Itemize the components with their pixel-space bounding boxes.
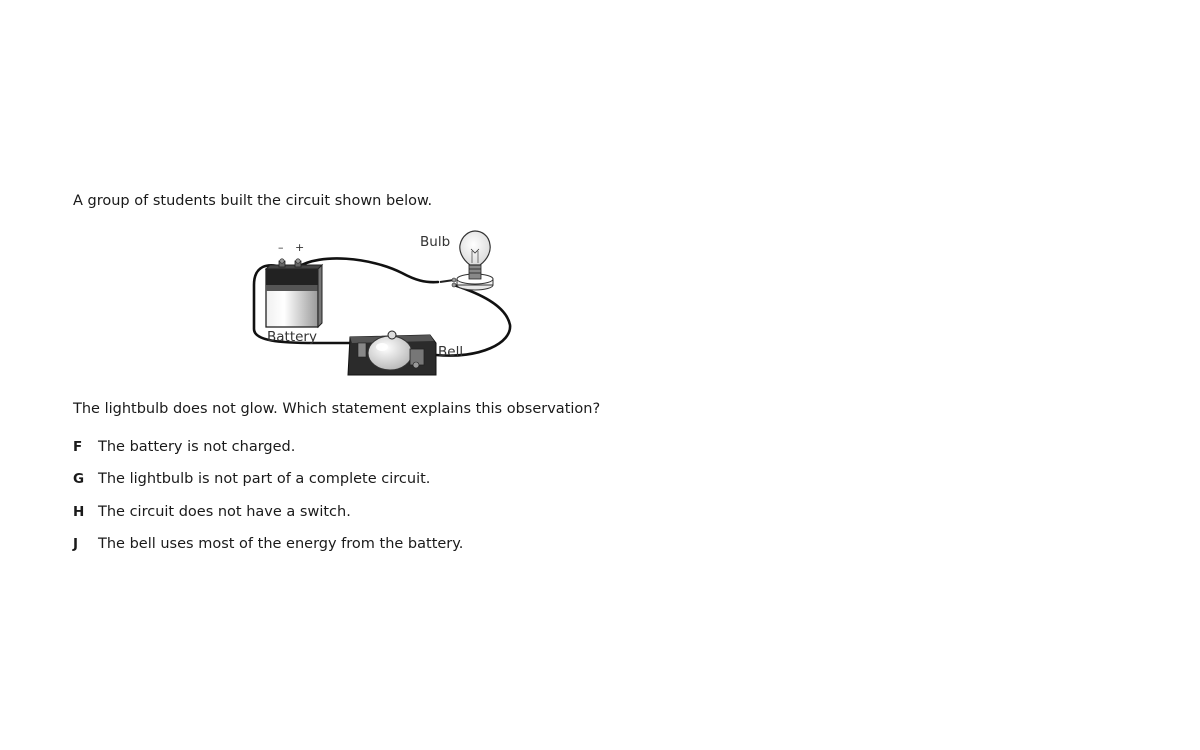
question-prompt: The lightbulb does not glow. Which statement explains this observation? <box>73 401 601 417</box>
bell-icon <box>348 331 436 375</box>
choice-letter: F <box>73 439 83 455</box>
choice-text: The circuit does not have a switch. <box>98 503 351 520</box>
bell-label: Bell <box>438 344 464 360</box>
circuit-diagram <box>240 225 530 385</box>
choice-h[interactable] <box>73 502 463 522</box>
question-intro: A group of students built the circuit shown below. <box>73 193 433 209</box>
choice-g[interactable] <box>73 469 463 489</box>
battery-label: Battery <box>267 329 317 345</box>
choice-letter: J <box>73 535 79 552</box>
circuit-illustration <box>240 225 530 385</box>
choice-text: The lightbulb is not part of a complete circuit. <box>98 471 431 488</box>
battery-plus-label: + <box>295 241 305 254</box>
choice-f[interactable] <box>73 437 463 457</box>
battery-icon <box>266 259 322 327</box>
battery-minus-label: – <box>278 241 284 254</box>
bulb-label: Bulb <box>420 234 451 250</box>
choice-text: The battery is not charged. <box>98 439 296 455</box>
choice-letter: G <box>73 471 85 488</box>
choice-j[interactable] <box>73 534 463 554</box>
choice-text: The bell uses most of the energy from the battery. <box>98 535 464 552</box>
answer-choices <box>73 437 463 566</box>
choice-letter: H <box>73 503 85 520</box>
